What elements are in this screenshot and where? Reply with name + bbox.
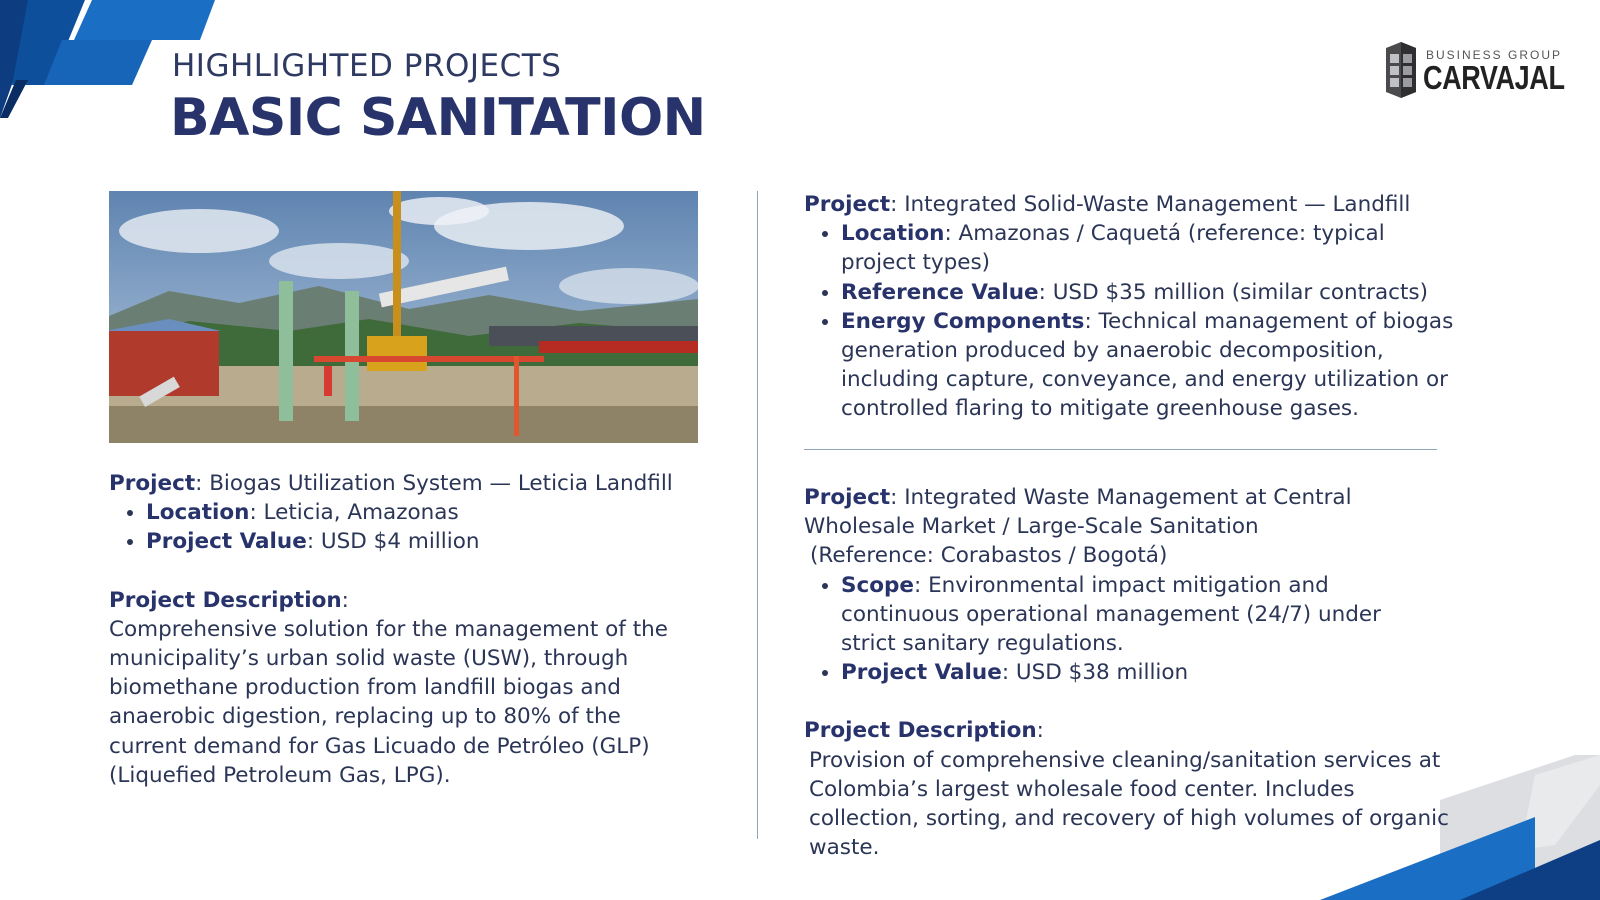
list-item: • Energy Components: Technical management of biogas generation produced by anaerobic decomposition, including capture, conveyance, and energy utilization or controlled flaring to mitigate greenhouse gases. [841, 307, 1481, 424]
list-item: • Location: Amazonas / Caquetá (reference: typical project types) [841, 219, 1461, 277]
energy-components-label: Energy Components [841, 308, 1085, 334]
right-top-project-block [804, 190, 1484, 424]
reference-note: (Reference: Corabastos / Bogotá) [810, 543, 1168, 569]
right-bottom-details-list [804, 571, 1441, 688]
left-project-line: Project: Biogas Utilization System — Leticia Landfill [109, 471, 673, 496]
description-heading: Project Description: [804, 718, 1044, 744]
reference-value-amount: USD $35 million (similar contracts) [1052, 279, 1428, 305]
location-value: Amazonas / Caquetá (reference: typical project types) [841, 221, 1385, 276]
company-logo [1383, 42, 1565, 100]
right-bottom-project-block [804, 483, 1464, 862]
project-name: Biogas Utilization System — Leticia Landfill [209, 471, 673, 496]
list-item: • Location: Leticia, Amazonas [146, 498, 709, 527]
description-label: Project Description [109, 587, 342, 613]
description-label: Project Description [804, 718, 1037, 744]
project-label: Project [109, 471, 196, 496]
value-amount: USD $38 million [1015, 660, 1189, 686]
reference-value-label: Reference Value [841, 279, 1039, 305]
right-top-project-line: Project: Integrated Solid-Waste Management — Landfill [804, 192, 1411, 217]
list-item: • Project Value: USD $38 million [841, 658, 1441, 687]
scope-text: Environmental impact mitigation and continuous operational management (24/7) under strict sanitary regulations. [841, 572, 1381, 657]
project-label: Project [804, 192, 891, 217]
project-name: Integrated Solid-Waste Management — Landfill [904, 192, 1411, 217]
scope-label: Scope [841, 572, 914, 598]
list-item: • Scope: Environmental impact mitigation and continuous operational management (24/7) under strict sanitary regulations. [841, 571, 1441, 659]
page-title: BASIC SANITATION [170, 88, 706, 148]
left-project-block [109, 469, 709, 790]
logo-name: CARVAJAL [1423, 59, 1565, 96]
energy-components-text: Technical management of biogas generation produced by anaerobic decomposition, including capture, conveyance, and energy utilization or controlled flaring to mitigate greenhouse gases. [841, 308, 1454, 422]
project-name: Integrated Waste Management at Central Wholesale Market / Large-Scale Sanitation [804, 485, 1352, 540]
value-amount: USD $4 million [320, 529, 480, 555]
value-label: Project Value [841, 660, 1002, 686]
column-divider [757, 191, 758, 839]
location-label: Location [841, 221, 945, 247]
logo-tagline: BUSINESS GROUP [1426, 48, 1563, 62]
section-divider [804, 449, 1437, 450]
list-item: • Reference Value: USD $35 million (similar contracts) [841, 278, 1461, 307]
project-photo [109, 191, 698, 443]
description-heading: Project Description: [109, 587, 349, 613]
location-label: Location [146, 500, 250, 526]
location-value: Leticia, Amazonas [263, 500, 459, 526]
logo-mark-icon [1383, 42, 1419, 100]
section-subtitle: HIGHLIGHTED PROJECTS [172, 48, 562, 84]
description-text: Provision of comprehensive cleaning/sanitation services at Colombia’s largest wholesale food center. Includes collection, sorting, and recovery of high volumes of organic waste. [809, 747, 1449, 861]
description-text: Comprehensive solution for the management of the municipality’s urban solid waste (USW), through biomethane production from landfill biogas and anaerobic digestion, replacing up to 80% of the current demand for Gas Licuado de Petróleo (GLP) (Liquefied Petroleum Gas, LPG). [109, 616, 668, 788]
right-top-details-list [804, 219, 1461, 423]
left-details-list [109, 498, 709, 556]
project-label: Project [804, 485, 891, 510]
list-item: • Project Value: USD $4 million [146, 527, 709, 556]
value-label: Project Value [146, 529, 307, 555]
right-bottom-project-line: Project: Integrated Waste Management at Central Wholesale Market / Large-Scale Sanitation [804, 485, 1352, 540]
